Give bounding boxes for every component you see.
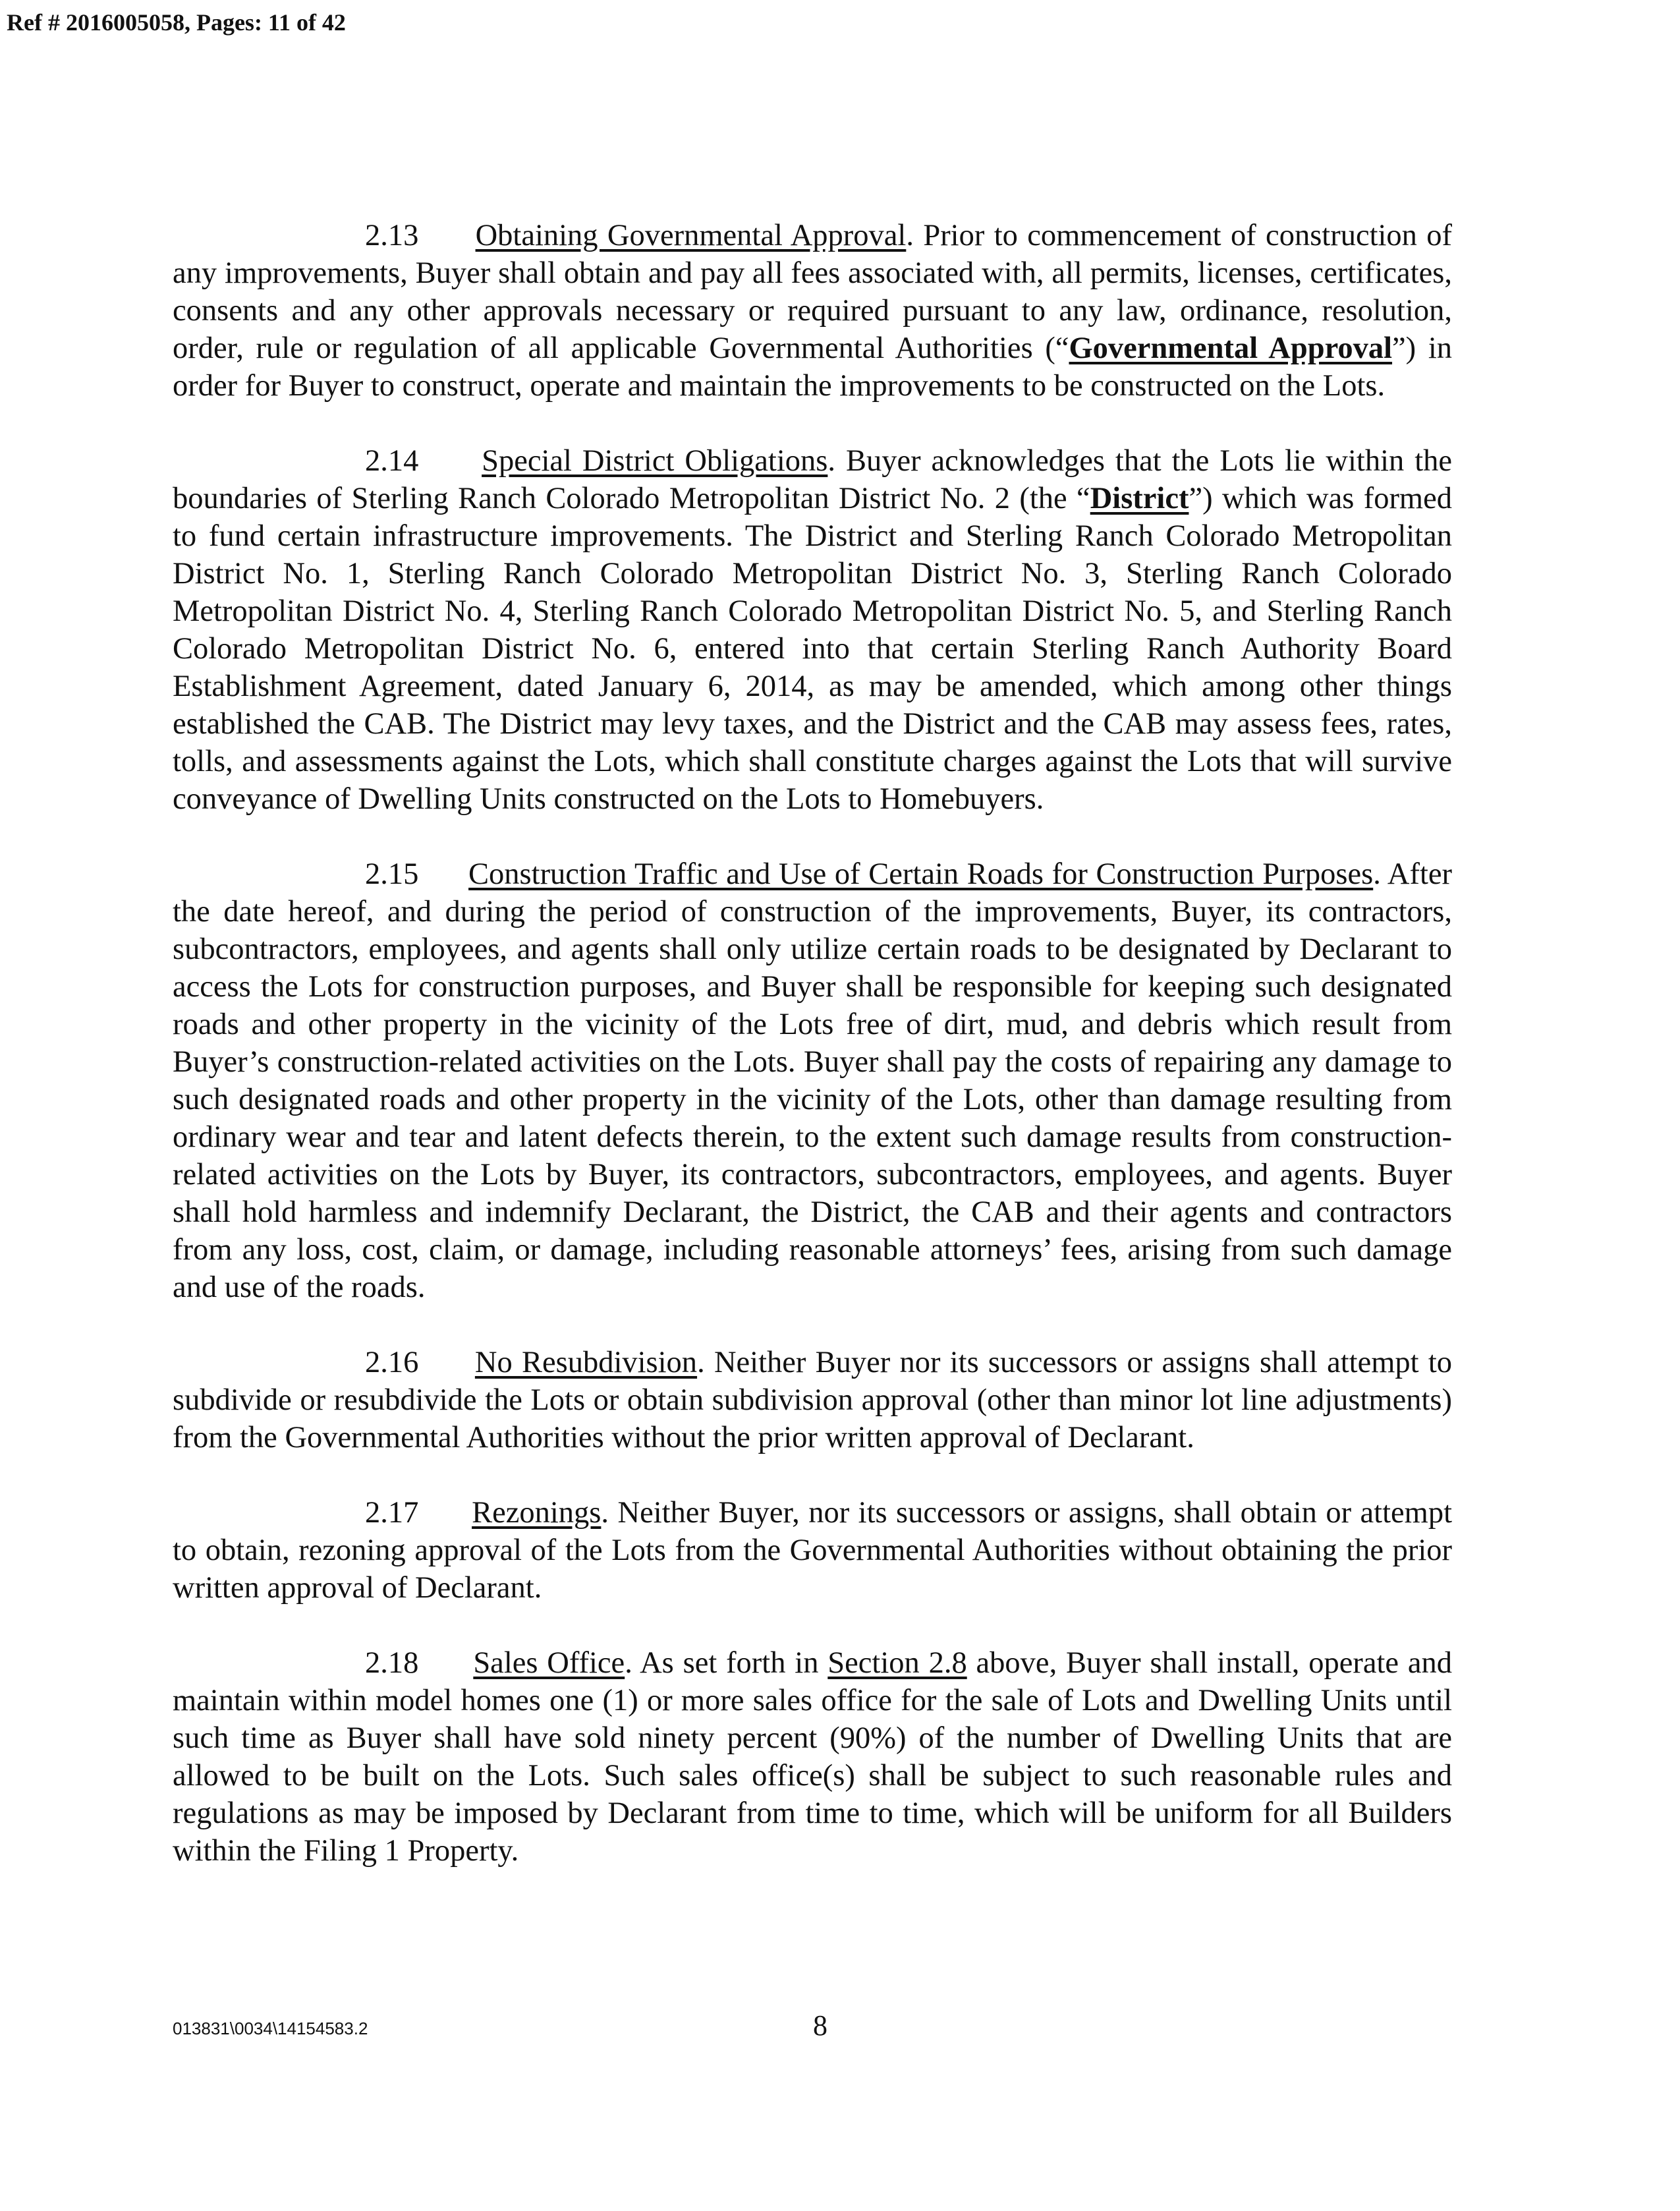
section-title: Sales Office xyxy=(473,1646,625,1680)
section-2-13: 2.13 Obtaining Governmental Approval. Prior to commencement of construction of any improvements, Buyer shall obtain and pay all fees associated with, all permits, licenses, certificates, consents and any other approvals necessary or required pursuant to any law, ordinance, resolution, order, rule or regulation of all applicable Governmental Authorities (“Governmental Approval”) in order for Buyer to construct, operate and maintain the improvements to be constructed on the Lots. xyxy=(173,219,1453,403)
section-number: 2.16 xyxy=(365,1346,419,1379)
defined-term: District xyxy=(1090,482,1189,515)
section-2-14: 2.14 Special District Obligations. Buyer acknowledges that the Lots lie within the boundaries of Sterling Ranch Colorado Metropolitan District No. 2 (the “District”) which was formed to fund certain infrastructure improvements. The District and Sterling Ranch Colorado Metropolitan District No. 1, Sterling Ranch Colorado Metropolitan District No. 3, Sterling Ranch Colorado Metropolitan District No. 4, Sterling Ranch Colorado Metropolitan District No. 5, and Sterling Ranch Colorado Metropolitan District No. 6, entered into that certain Sterling Ranch Authority Board Establishment Agreement, dated January 6, 2014, as may be amended, which among other things established the CAB. The District may levy taxes, and the District and the CAB may assess fees, rates, tolls, and assessments against the Lots, which shall constitute charges against the Lots that will survive conveyance of Dwelling Units constructed on the Lots to Homebuyers. xyxy=(173,444,1453,816)
page-number: 8 xyxy=(813,2009,827,2042)
section-title: No Resubdivision xyxy=(474,1346,698,1379)
section-2-18: 2.18 Sales Office. As set forth in Section 2.8 above, Buyer shall install, operate and maintain within model homes one (1) or more sales office for the sale of Lots and Dwelling Units until such time as Buyer shall have sold ninety percent (90%) of the number of Dwelling Units that are allowed to be built on the Lots. Such sales office(s) shall be subject to such reasonable rules and regulations as may be imposed by Declarant from time to time, which will be uniform for all Builders within the Filing 1 Property. xyxy=(173,1646,1453,1868)
section-title: Rezonings xyxy=(472,1496,602,1530)
section-number: 2.18 xyxy=(365,1646,419,1680)
document-body xyxy=(173,217,1452,1907)
section-text: ”) which was formed to fund certain infrastructure improvements. The District and Sterling Ranch Colorado Metropolitan District No. 1, Sterling Ranch Colorado Metropolitan District No. 3, Sterling Ranch Colorado Metropolitan District No. 4, Sterling Ranch Colorado Metropolitan District No. 5, and Sterling Ranch Colorado Metropolitan District No. 6, entered into that certain Sterling Ranch Authority Board Establishment Agreement, dated January 6, 2014, as may be amended, which among other things established the CAB. The District may levy taxes, and the District and the CAB may assess fees, rates, tolls, and assessments against the Lots, which shall constitute charges against the Lots that will survive conveyance of Dwelling Units constructed on the Lots to Homebuyers. xyxy=(173,482,1452,816)
section-number: 2.17 xyxy=(365,1496,419,1530)
section-text: Buyer acknowledges that the Lots lie within the boundaries of Sterling Ranch Colorado Metropolitan District No. 2 (the “ xyxy=(173,444,1453,515)
section-text: above, Buyer shall install, operate and maintain within model homes one (1) or more sales office for the sale of Lots and Dwelling Units until such time as Buyer shall have sold ninety percent (90%) of the number of Dwelling Units that are allowed to be built on the Lots. Such sales office(s) shall be subject to such reasonable rules and regulations as may be imposed by Declarant from time to time, which will be uniform for all Builders within the Filing 1 Property. xyxy=(173,1646,1453,1868)
section-number: 2.13 xyxy=(365,219,419,252)
section-title: Special District Obligations xyxy=(482,444,828,478)
section-2-15: 2.15 Construction Traffic and Use of Certain Roads for Construction Purposes. After the date hereof, and during the period of construction of the improvements, Buyer, its contractors, subcontractors, employees, and agents shall only utilize certain roads to be designated by Declarant to access the Lots for construction purposes, and Buyer shall be responsible for keeping such designated roads and other property in the vicinity of the Lots free of dirt, mud, and debris which result from Buyer’s construction-related activities on the Lots. Buyer shall pay the costs of repairing any damage to such designated roads and other property in the vicinity of the Lots, other than damage resulting from ordinary wear and tear and latent defects therein, to the extent such damage results from construction-related activities on the Lots by Buyer, its contractors, subcontractors, employees, and agents. Buyer shall hold harmless and indemnify Declarant, the District, the CAB and their agents and contractors from any loss, cost, claim, or damage, including reasonable attorneys’ fees, arising from such damage and use of the roads. xyxy=(173,857,1452,1304)
section-text: Neither Buyer, nor its successors or assigns, shall obtain or attempt to obtain, rezoning approval of the Lots from the Governmental Authorities without obtaining the prior written approval of Declarant. xyxy=(173,1496,1452,1605)
section-title: Construction Traffic and Use of Certain Roads for Construction Purposes xyxy=(468,857,1374,891)
defined-term: Governmental Approval xyxy=(1069,331,1393,365)
section-title: Obtaining Governmental Approval xyxy=(475,219,907,252)
section-2-17: 2.17 Rezonings. Neither Buyer, nor its successors or assigns, shall obtain or attempt to obtain, rezoning approval of the Lots from the Governmental Authorities without obtaining the prior written approval of Declarant. xyxy=(173,1496,1452,1605)
section-cross-reference: Section 2.8 xyxy=(827,1646,967,1680)
document-id-footer: 013831\0034\14154583.2 xyxy=(173,2019,368,2038)
section-text: Neither Buyer nor its successors or assigns shall attempt to subdivide or resubdivide the Lots or obtain subdivision approval (other than minor lot line adjustments) from the Governmental Authorities without the prior written approval of Declarant. xyxy=(173,1346,1452,1454)
section-text: After the date hereof, and during the period of construction of the improvements, Buyer, its contractors, subcontractors, employees, and agents shall only utilize certain roads to be designated by Declarant to access the Lots for construction purposes, and Buyer shall be responsible for keeping such designated roads and other property in the vicinity of the Lots free of dirt, mud, and debris which result from Buyer’s construction-related activities on the Lots. Buyer shall pay the costs of repairing any damage to such designated roads and other property in the vicinity of the Lots, other than damage resulting from ordinary wear and tear and latent defects therein, to the extent such damage results from construction-related activities on the Lots by Buyer, its contractors, subcontractors, employees, and agents. Buyer shall hold harmless and indemnify Declarant, the District, the CAB and their agents and contractors from any loss, cost, claim, or damage, including reasonable attorneys’ fees, arising from such damage and use of the roads. xyxy=(173,857,1452,1304)
section-2-16: 2.16 No Resubdivision. Neither Buyer nor its successors or assigns shall attempt to subdivide or resubdivide the Lots or obtain subdivision approval (other than minor lot line adjustments) from the Governmental Authorities without the prior written approval of Declarant. xyxy=(173,1346,1452,1454)
section-text: As set forth in xyxy=(640,1646,828,1680)
section-number: 2.14 xyxy=(365,444,419,478)
section-text: ”) in order for Buyer to construct, operate and maintain the improvements to be constructed on the Lots. xyxy=(173,331,1453,403)
recording-reference-header: Ref # 2016005058, Pages: 11 of 42 xyxy=(7,9,346,36)
section-number: 2.15 xyxy=(365,857,419,891)
section-text: Prior to commencement of construction of any improvements, Buyer shall obtain and pay all fees associated with, all permits, licenses, certificates, consents and any other approvals necessary or required pursuant to any law, ordinance, resolution, order, rule or regulation of all applicable Governmental Authorities (“ xyxy=(173,219,1453,365)
